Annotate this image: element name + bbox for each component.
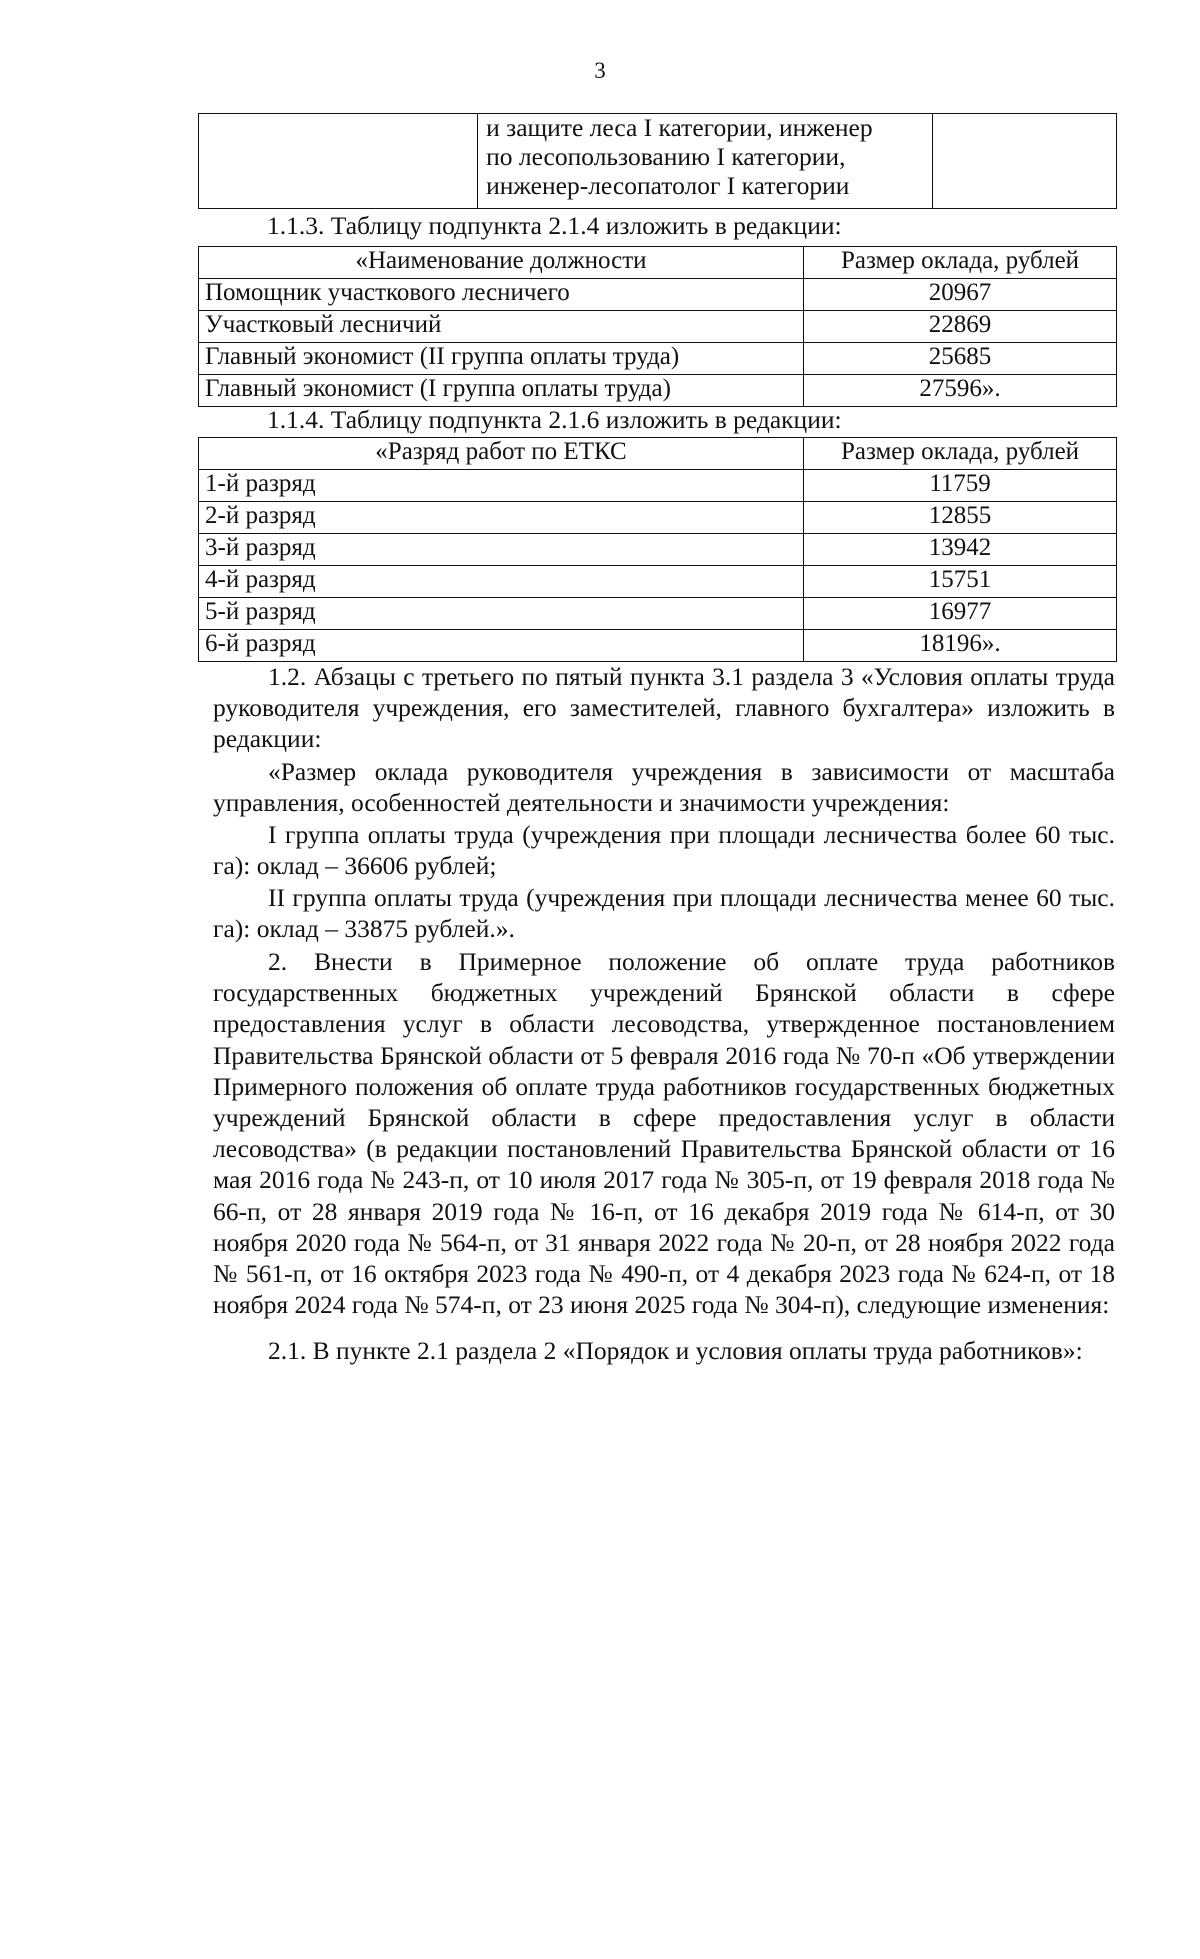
position-line: и защите леса I категории, инженер <box>486 113 873 142</box>
paragraph-salary-size: «Размер оклада руководителя учреждения в зависимости от масштаба управления, особенностей деятельности и значимости учреждения: <box>213 757 1115 818</box>
paragraph-group-1: I группа оплаты труда (учреждения при площади лесничества более 60 тыс. га): оклад – 36606 рублей; <box>213 820 1115 881</box>
empty-cell-right <box>933 114 1117 209</box>
table-row <box>199 343 1117 375</box>
table-row <box>199 375 1117 407</box>
salary-value: 22869 <box>804 311 1117 343</box>
position-list-cell <box>478 114 933 209</box>
salary-value: 15751 <box>804 566 1117 598</box>
salary-value: 25685 <box>804 343 1117 375</box>
position-name: Главный экономист (II группа оплаты труда) <box>199 343 804 375</box>
table-row <box>199 502 1117 534</box>
grade-name: 5-й разряд <box>199 598 804 630</box>
column-header-salary: Размер оклада, рублей <box>804 438 1117 470</box>
table-row <box>199 630 1117 662</box>
paragraph-2: 2. Внести в Примерное положение об оплате труда работников государственных бюджетных учреждений Брянской области в сфере предоставления услуг в области лесоводства, утвержденное постановлением Правительства Брянской области от 5 февраля 2016 года № 70-п «Об утверждении Примерного положения об оплате труда работников государственных бюджетных учреждений Брянской области в сфере предоставления услуг в области лесоводства» (в редакции постановлений Правительства Брянской области от 16 мая 2016 года № 243-п, от 10 июля 2017 года № 305-п, от 19 февраля 2018 года № 66-п, от 28 января 2019 года № 16-п, от 16 декабря 2019 года № 614-п, от 30 ноября 2020 года № 564-п, от 31 января 2022 года № 20-п, от 28 ноября 2022 года № 561-п, от 16 октября 2023 года № 490-п, от 4 декабря 2023 года № 624-п, от 18 ноября 2024 года № 574-п, от 23 июня 2025 года № 304-п), следующие изменения: <box>213 947 1115 1320</box>
salary-value: 12855 <box>804 502 1117 534</box>
grade-name: 2-й разряд <box>199 502 804 534</box>
continuation-table <box>198 113 1117 209</box>
page-number: 3 <box>594 58 606 83</box>
column-header-salary: Размер оклада, рублей <box>804 247 1117 279</box>
paragraph-2-1: 2.1. В пункте 2.1 раздела 2 «Порядок и условия оплаты труда работников»: <box>268 1336 1083 1365</box>
column-header-grade: «Разряд работ по ЕТКС <box>199 438 804 470</box>
table-header-row <box>199 438 1117 470</box>
paragraph-1-2: 1.2. Абзацы с третьего по пятый пункта 3.1 раздела 3 «Условия оплаты труда руководителя учреждения, его заместителей, главного бухгалтера» изложить в редакции: <box>213 662 1115 754</box>
salary-table-grades <box>198 437 1117 662</box>
table-row <box>199 279 1117 311</box>
grade-name: 3-й разряд <box>199 534 804 566</box>
table-row <box>199 598 1117 630</box>
salary-table-positions <box>198 246 1117 407</box>
column-header-position: «Наименование должности <box>199 247 804 279</box>
salary-value: 18196». <box>804 630 1117 662</box>
table-row <box>199 470 1117 502</box>
position-name: Помощник участкового лесничего <box>199 279 804 311</box>
position-line: по лесопользованию I категории, <box>486 141 846 171</box>
grade-name: 1-й разряд <box>199 470 804 502</box>
salary-value: 13942 <box>804 534 1117 566</box>
table-row <box>199 566 1117 598</box>
position-name: Главный экономист (I группа оплаты труда) <box>199 375 804 407</box>
table-row <box>199 311 1117 343</box>
clause-1-1-4: 1.1.4. Таблицу подпункта 2.1.6 изложить в редакции: <box>267 405 842 434</box>
table-header-row <box>199 247 1117 279</box>
empty-cell-left <box>199 114 478 209</box>
clause-1-1-3: 1.1.3. Таблицу подпункта 2.1.4 изложить в редакции: <box>267 211 842 240</box>
paragraph-group-2: II группа оплаты труда (учреждения при площади лесничества менее 60 тыс. га): оклад – 33875 рублей.». <box>213 883 1115 944</box>
position-name: Участковый лесничий <box>199 311 804 343</box>
salary-value: 11759 <box>804 470 1117 502</box>
position-line: инженер-лесопатолог I категории <box>486 170 850 200</box>
grade-name: 6-й разряд <box>199 630 804 662</box>
salary-value: 16977 <box>804 598 1117 630</box>
table-row <box>199 534 1117 566</box>
salary-value: 20967 <box>804 279 1117 311</box>
salary-value: 27596». <box>804 375 1117 407</box>
grade-name: 4-й разряд <box>199 566 804 598</box>
